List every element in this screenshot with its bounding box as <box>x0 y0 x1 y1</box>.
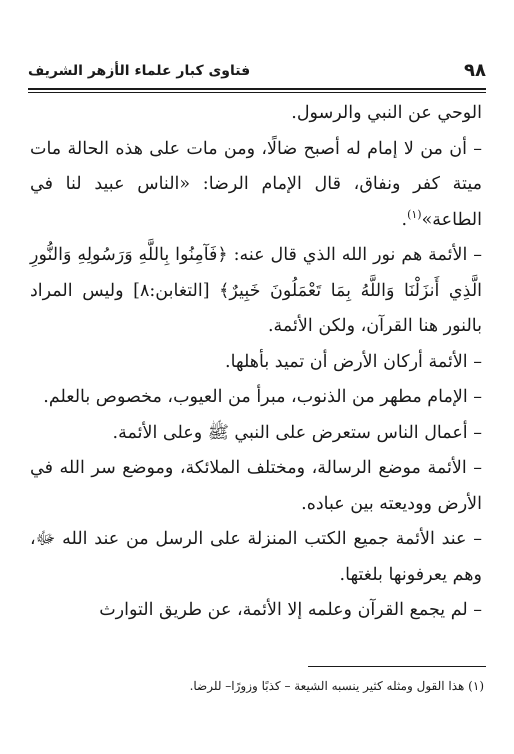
paragraph: – لم يجمع القرآن وعلمه إلا الأئمة، عن طريق التوارث <box>99 600 482 620</box>
footnote-marker[interactable]: (١) <box>407 207 422 221</box>
page-header <box>28 60 486 86</box>
header-rule <box>28 88 486 90</box>
paragraph-text: – أن من لا إمام له أصبح ضالًا، ومن مات على هذه الحالة مات ميتة كفر ونفاق، قال الإمام الرضا: «الناس عبيد لنا في الطاعة» <box>30 138 482 230</box>
paragraph: – عند الأئمة جميع الكتب المنزلة على الرسل من عند الله ﷻ، وهم يعرفونها بلغتها. <box>30 529 482 585</box>
paragraph: – الإمام مطهر من الذنوب، مبرأ من العيوب، مخصوص بالعلم. <box>43 387 482 407</box>
footnote-separator <box>308 666 486 667</box>
paragraph: – الأئمة أركان الأرض أن تميد بأهلها. <box>225 351 482 372</box>
paragraph: الوحي عن النبي والرسول. <box>291 103 482 123</box>
paragraph: – الأئمة موضع الرسالة، ومختلف الملائكة، وموضع سر الله في الأرض ووديعته بين عباده. <box>30 458 482 514</box>
footnote: (١) هذا القول ومثله كثير ينسبه الشيعة – كذبًا وزورًا– للرضا. <box>189 679 484 693</box>
paragraph-with-footnote: – أن من لا إمام له أصبح ضالًا، ومن مات على هذه الحالة مات ميتة كفر ونفاق، قال الإمام الرضا: «الناس عبيد لنا في الطاعة»$^{(١)}$. <box>30 138 482 230</box>
body-text <box>30 96 482 629</box>
paragraph: – أعمال الناس ستعرض على النبي ﷺ وعلى الأئمة. <box>112 422 482 443</box>
paragraph: – الأئمة هم نور الله الذي قال عنه: ﴿فَآمِنُوا بِاللَّهِ وَرَسُولِهِ وَالنُّورِ الَّذِي أَنزَلْنَا وَاللَّهُ بِمَا تَعْمَلُونَ خَبِيرٌ﴾ [التغابن:٨] وليس المراد بالنور هنا القرآن، ولكن الأئمة. <box>30 245 483 336</box>
header-rule-thin <box>28 92 486 93</box>
page-number: ٩٨ <box>464 60 486 81</box>
running-title: فتاوى كبار علماء الأزهر الشريف <box>28 63 251 79</box>
